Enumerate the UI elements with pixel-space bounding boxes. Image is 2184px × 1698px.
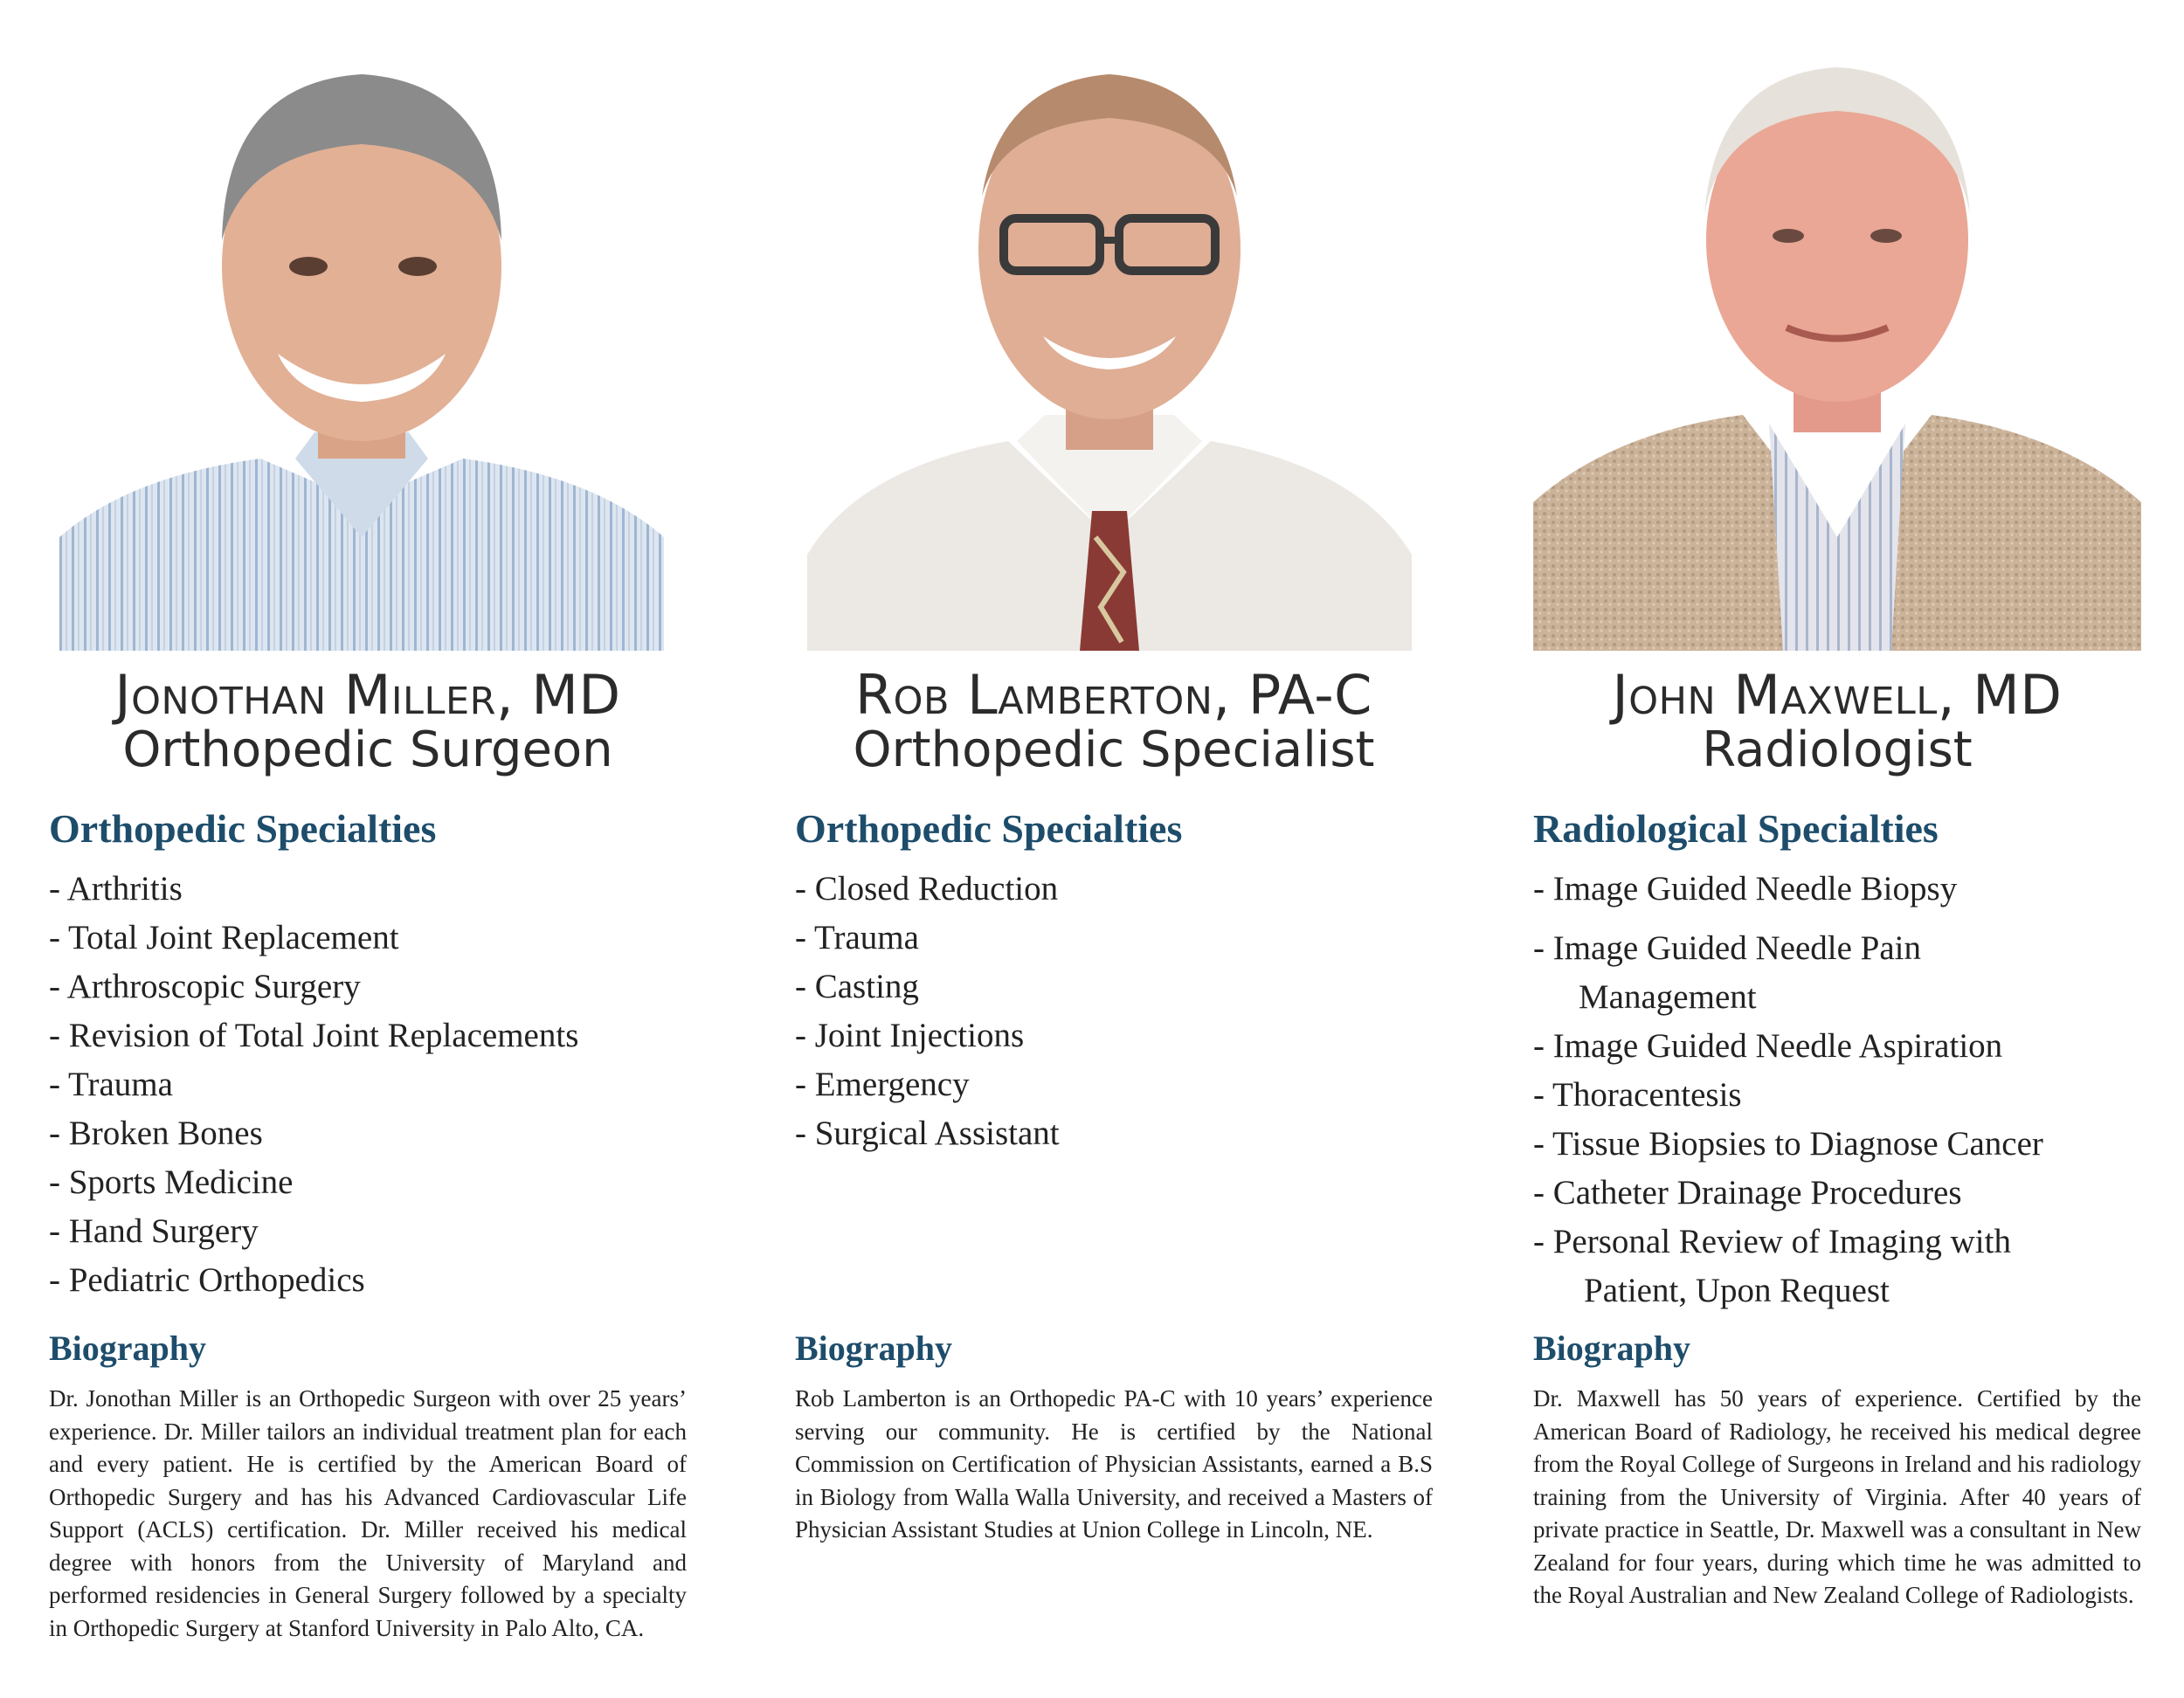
list-item-line: - Image Guided Needle Pain [1533, 929, 1922, 967]
provider-name: Jonothan Miller, MD [114, 663, 621, 727]
list-item: - Image Guided Needle Biopsy [1533, 870, 1958, 908]
list-item: - Thoracentesis [1533, 1076, 1742, 1114]
list-item: - Arthroscopic Surgery [49, 968, 361, 1005]
portrait-older-man-cardigan-icon [1533, 48, 2141, 651]
list-item: - Total Joint Replacement [49, 919, 399, 956]
portrait-gray-haired-man-icon [59, 48, 664, 651]
list-item [1533, 1218, 2043, 1315]
provider-photo-miller [59, 48, 664, 651]
list-item: - Broken Bones [49, 1115, 263, 1152]
portrait-man-glasses-icon [807, 48, 1412, 651]
list-item: - Closed Reduction [795, 870, 1059, 908]
biography-text: Dr. Jonothan Miller is an Orthopedic Surgeon with over 25 years’ experience. Dr. Miller tailors an individual treatment plan for each and every patient. He is certified by the American Board of Orthopedic Surgery and has his Advanced Cardiovascular Life Support (ACLS) certification. Dr. Miller received his medical degree with honors from the University of Maryland and performed residencies in General Surgery followed by a specialty in Orthopedic Surgery at Stanford University in Palo Alto, CA. [49, 1385, 687, 1641]
list-item: - Hand Surgery [49, 1212, 259, 1250]
list-item: - Surgical Assistant [795, 1115, 1060, 1152]
list-item: - Emergency [795, 1066, 970, 1103]
list-item: - Trauma [49, 1066, 173, 1103]
list-item: - Casting [795, 968, 919, 1005]
list-item [1533, 924, 2043, 1022]
provider-heading [795, 663, 1433, 778]
biography-title: Biography [1533, 1329, 1691, 1368]
list-item-continuation: Management [1579, 978, 1757, 1016]
list-item-continuation: Patient, Upon Request [1584, 1272, 1890, 1309]
provider-heading [49, 663, 687, 778]
provider-role: Orthopedic Specialist [853, 721, 1375, 778]
provider-name: John Maxwell, MD [1612, 663, 2063, 727]
specialties-title: Orthopedic Specialties [49, 806, 437, 851]
provider-role: Radiologist [1702, 721, 1973, 778]
list-item: - Catheter Drainage Procedures [1533, 1174, 1962, 1211]
specialties-list [795, 865, 1060, 1158]
provider-photo-lamberton [807, 48, 1412, 651]
biography-text: Dr. Maxwell has 50 years of experience. Certified by the American Board of Radiology, he received his medical degree from the Royal College of Surgeons in Ireland and his radiology training from the University of Virginia. After 40 years of private practice in Seattle, Dr. Maxwell was a consultant in New Zealand for four years, during which time he was admitted to the Royal Australian and New Zealand College of Radiologists. [1533, 1385, 2141, 1608]
biography-title: Biography [795, 1329, 953, 1368]
list-item: - Sports Medicine [49, 1163, 294, 1201]
list-item-line: - Personal Review of Imaging with [1533, 1223, 2011, 1260]
list-item: - Arthritis [49, 870, 183, 908]
provider-name: Rob Lamberton, PA-C [855, 663, 1372, 727]
specialties-title: Radiological Specialties [1533, 806, 1939, 851]
specialties-list [49, 865, 578, 1305]
specialties-list [1533, 865, 2043, 1315]
list-item: - Image Guided Needle Aspiration [1533, 1027, 2003, 1065]
provider-photo-maxwell [1533, 48, 2141, 651]
biography-title: Biography [49, 1329, 207, 1368]
biography-text: Rob Lamberton is an Orthopedic PA-C with 10 years’ experience serving our community. He is certified by the National Commission on Certification of Physician Assistants, earned a B.S in Biology from Walla Walla University, and received a Masters of Physician Assistant Studies at Union College in Lincoln, NE. [795, 1385, 1433, 1543]
specialties-title: Orthopedic Specialties [795, 806, 1183, 851]
provider-heading [1533, 663, 2141, 778]
list-item: - Pediatric Orthopedics [49, 1261, 365, 1299]
list-item: - Trauma [795, 919, 919, 956]
provider-role: Orthopedic Surgeon [122, 721, 613, 778]
list-item: - Revision of Total Joint Replacements [49, 1017, 579, 1054]
list-item: - Joint Injections [795, 1017, 1025, 1054]
list-item: - Tissue Biopsies to Diagnose Cancer [1533, 1125, 2043, 1163]
